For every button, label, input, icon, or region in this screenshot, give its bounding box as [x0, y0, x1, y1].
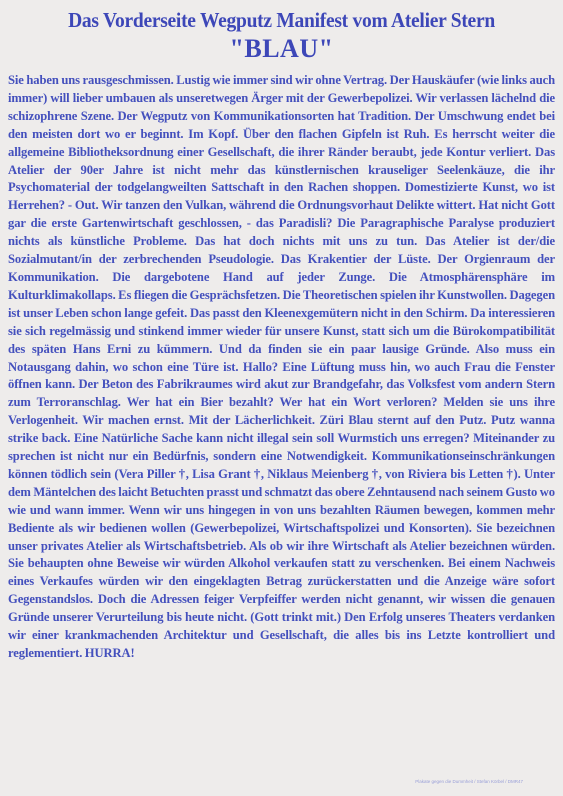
- poster-title: Das Vorderseite Wegputz Manifest vom Atelier Stern: [68, 8, 495, 32]
- credit-line: Plakate gegen die Dummheit / Stefan Körbel / DMR47: [415, 779, 523, 784]
- manifesto-body: Sie haben uns rausgeschmissen. Lustig wie immer sind wir ohne Vertrag. Der Hauskäufer (wie links auch immer) will lieber umbauen als unseretwegen Ärger mit der Gewerbepolizei. Wir verlassen lächelnd die schizophrene Szene. Der Wegputz von Kommunikationsorten hat Tradition. Der Umschwung endet bei den meisten dort wo er beginnt. Im Kopf. Über den flachen Gipfeln ist Ruh. Es herrscht weiter die allgemeine Bibliotheksordnung einer Gesellschaft, die ihrer Ränder beraubt, jede Kontur verliert. Das Atelier der 90er Jahre ist nicht mehr das künstlernischen krauseliger Seelenkäuze, die ihr Psychomaterial der todgelangweilten Sattschaft in den Rachen shoppen. Domestizierte Kunst, wo ist Herrehen? - Out. Wir tanzen den Vulkan, während die Ordnungsvorhaut Delikte wittert. Hat nicht Gott gar die erste Gartenwirtschaft geschlossen, - das Paradisli? Die Paragraphische Paralyse produziert nichts als künstliche Probleme. Das hat doch nichts mit uns zu tun. Das Atelier ist der/die Sozialmutant/in der zerbrechenden Pseudologie. Das Krakentier der Lüste. Der Orgienraum der Kommunikation. Die dargebotene Hand auf jeder Zunge. Die Atmosphärensphäre im Kulturklimakollaps. Es fliegen die Gesprächsfetzen. Die Theoretischen spielen ihr Kunstwollen. Dagegen ist unser Leben schon lange gefeit. Das passt den Kleenexgemütern nicht in den Schirm. Da interessieren sie sich regelmässig und stinkend immer wieder für unsere Kunst, statt sich um die Bürokompatibilität des späten Hans Erni zu kümmern. Und da finden sie ein paar lausige Gründe. Also muss ein Notausgang dahin, wo schon eine Türe ist. Hallo? Eine Lüftung muss hin, wo auch Frau die Fenster öffnen kann. Der Beton des Fabrikraumes wird akut zur Brandgefahr, das Volksfest vom andern Stern zum Terroranschlag. Wer hat ein Bier bezahlt? Wer hat ein Wort verloren? Melden sie uns ihre Verlogenheit. Wir machen ernst. Mit der Lächerlichkeit. Züri Blau sternt auf den Putz. Putz wanna strike back. Eine Natürliche Sache kann nicht illegal sein soll Wurmstich uns erregen? Miteinander zu sprechen ist nicht nur ein Bedürfnis, sondern eine Notwendigkeit. Kommunikationseinschränkungen können tödlich sein (Vera Piller †, Lisa Grant †, Niklaus Meienberg †, von Riviera bis Letten †). Unter dem Mäntelchen des laicht Betuchten prasst und schmatzt das obere Zehntausend nach seinem Gusto wo wie und wann immer. Wenn wir uns hingegen in von uns bezahlten Räumen bewegen, kommen mehr Bediente als wir bedienen wollen (Gewerbepolizei, Wirtschaftspolizei und Konsorten). Sie bezeichnen unser privates Atelier als Wirtschaftsbetrieb. Als ob wir ihre Wirtschaft als Atelier bezeichnen würden. Sie behaupten ohne Beweise wir würden Alkohol verkaufen statt zu verschenken. Bei einem Nachweis eines Verkaufes würden wir den eingeklagten Betrag zurückerstatten und die Anzeige wäre sofort Gegenstandslos. Doch die Adressen feiger Verpfeiffer werden nicht genannt, wir wissen die genauen Gründe unserer Verurteilung bis heute nicht. (Gott trinkt mit.) Den Erfolg unseres Theaters verdanken wir einer krankmachenden Architektur und Gesellschaft, die alles bis ins Letzte kontrolliert und reglementiert. HURRA!: [8, 73, 555, 660]
- poster-subtitle: "BLAU": [229, 34, 334, 63]
